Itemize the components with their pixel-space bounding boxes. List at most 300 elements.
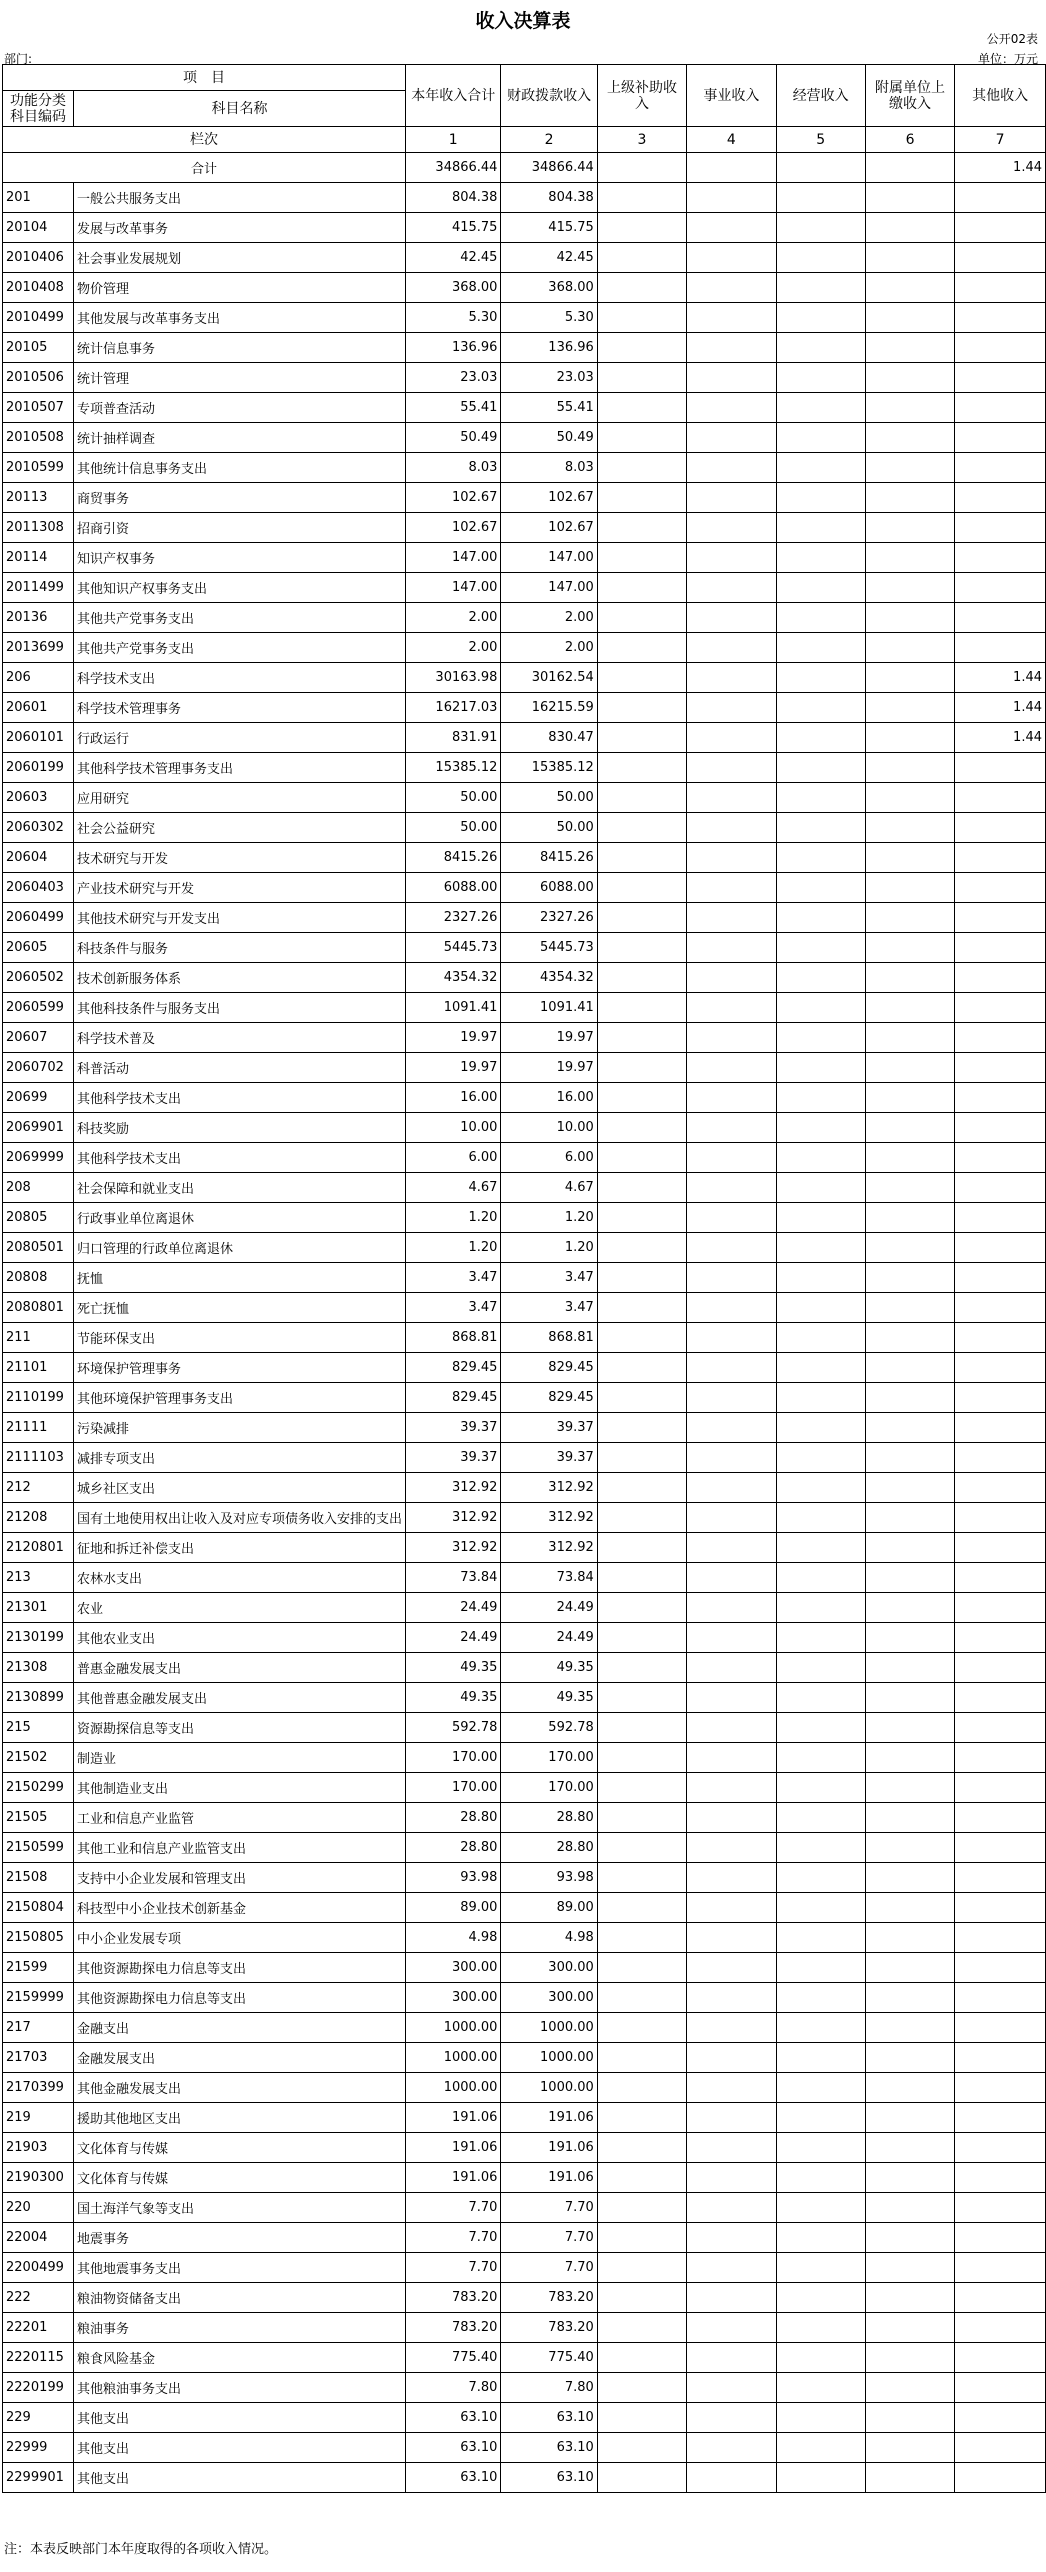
empty-cell (776, 2463, 865, 2493)
cell-total-income: 415.75 (405, 213, 500, 243)
cell-other-income (955, 1323, 1046, 1353)
empty-cell (776, 1083, 865, 1113)
empty-cell (776, 333, 865, 363)
cell-total-income: 831.91 (405, 723, 500, 753)
cell-other-income (955, 1503, 1046, 1533)
empty-cell (687, 2103, 776, 2133)
cell-code: 2130199 (3, 1623, 74, 1653)
cell-fiscal-income: 415.75 (501, 213, 597, 243)
cell-code: 20136 (3, 603, 74, 633)
cell-total-income: 170.00 (405, 1743, 500, 1773)
cell-total-income: 783.20 (405, 2313, 500, 2343)
cell-fiscal-income: 28.80 (501, 1833, 597, 1863)
empty-cell (776, 1533, 865, 1563)
cell-other-income (955, 1443, 1046, 1473)
empty-cell (865, 393, 954, 423)
cell-code: 21111 (3, 1413, 74, 1443)
cell-total-income: 312.92 (405, 1473, 500, 1503)
cell-code: 2013699 (3, 633, 74, 663)
total-income-total: 34866.44 (405, 153, 500, 183)
empty-cell (687, 1203, 776, 1233)
cell-total-income: 191.06 (405, 2133, 500, 2163)
cell-total-income: 2327.26 (405, 903, 500, 933)
empty-cell (776, 693, 865, 723)
empty-cell (687, 2193, 776, 2223)
empty-cell (776, 393, 865, 423)
cell-fiscal-income: 300.00 (501, 1983, 597, 2013)
empty-cell (597, 1083, 686, 1113)
cell-fiscal-income: 10.00 (501, 1113, 597, 1143)
empty-cell (687, 1773, 776, 1803)
empty-cell (776, 993, 865, 1023)
empty-cell (865, 783, 954, 813)
empty-cell (597, 2403, 686, 2433)
empty-cell (865, 1113, 954, 1143)
empty-cell (776, 1263, 865, 1293)
cell-code: 2200499 (3, 2253, 74, 2283)
empty-cell (687, 153, 776, 183)
empty-cell (776, 1113, 865, 1143)
cell-fiscal-income: 73.84 (501, 1563, 597, 1593)
cell-name: 其他发展与改革事务支出 (73, 303, 405, 333)
cell-name: 发展与改革事务 (73, 213, 405, 243)
cell-total-income: 829.45 (405, 1383, 500, 1413)
empty-cell (597, 1263, 686, 1293)
cell-total-income: 170.00 (405, 1773, 500, 1803)
cell-name: 科学技术普及 (73, 1023, 405, 1053)
empty-cell (865, 1953, 954, 1983)
cell-total-income: 16217.03 (405, 693, 500, 723)
cell-code: 2150805 (3, 1923, 74, 1953)
cell-code: 21301 (3, 1593, 74, 1623)
empty-cell (776, 2313, 865, 2343)
cell-other-income (955, 633, 1046, 663)
header-func-code: 功能分类科目编码 (3, 91, 74, 127)
empty-cell (687, 993, 776, 1023)
empty-cell (776, 1503, 865, 1533)
cell-total-income: 102.67 (405, 483, 500, 513)
table-row (3, 1893, 1046, 1923)
cell-name: 技术研究与开发 (73, 843, 405, 873)
cell-total-income: 19.97 (405, 1053, 500, 1083)
cell-code: 2110199 (3, 1383, 74, 1413)
empty-cell (597, 1713, 686, 1743)
table-row (3, 1503, 1046, 1533)
cell-fiscal-income: 16.00 (501, 1083, 597, 1113)
empty-cell (687, 1833, 776, 1863)
cell-fiscal-income: 312.92 (501, 1473, 597, 1503)
cell-total-income: 868.81 (405, 1323, 500, 1353)
empty-cell (687, 1743, 776, 1773)
cell-code: 20699 (3, 1083, 74, 1113)
cell-other-income (955, 453, 1046, 483)
empty-cell (687, 483, 776, 513)
empty-cell (776, 2283, 865, 2313)
empty-cell (597, 243, 686, 273)
table-row (3, 2223, 1046, 2253)
table-row (3, 1293, 1046, 1323)
empty-cell (597, 993, 686, 1023)
cell-total-income: 1000.00 (405, 2013, 500, 2043)
empty-cell (865, 513, 954, 543)
cell-fiscal-income: 50.49 (501, 423, 597, 453)
rank-number: 5 (776, 127, 865, 153)
empty-cell (776, 1383, 865, 1413)
empty-cell (597, 1443, 686, 1473)
cell-total-income: 24.49 (405, 1593, 500, 1623)
empty-cell (865, 1593, 954, 1623)
empty-cell (865, 273, 954, 303)
cell-name: 粮食风险基金 (73, 2343, 405, 2373)
table-row (3, 2283, 1046, 2313)
empty-cell (865, 903, 954, 933)
empty-cell (687, 213, 776, 243)
cell-other-income (955, 933, 1046, 963)
empty-cell (687, 1263, 776, 1293)
empty-cell (687, 1113, 776, 1143)
empty-cell (865, 453, 954, 483)
empty-cell (687, 1383, 776, 1413)
cell-other-income (955, 2013, 1046, 2043)
table-row (3, 1173, 1046, 1203)
cell-name: 统计信息事务 (73, 333, 405, 363)
empty-cell (776, 1713, 865, 1743)
cell-code: 21308 (3, 1653, 74, 1683)
table-row (3, 483, 1046, 513)
table-row (3, 633, 1046, 663)
empty-cell (687, 753, 776, 783)
cell-name: 其他科学技术管理事务支出 (73, 753, 405, 783)
cell-code: 2069999 (3, 1143, 74, 1173)
cell-fiscal-income: 2.00 (501, 633, 597, 663)
cell-fiscal-income: 50.00 (501, 813, 597, 843)
empty-cell (776, 603, 865, 633)
header-col-operation: 经营收入 (776, 65, 865, 127)
empty-cell (865, 1773, 954, 1803)
empty-cell (776, 453, 865, 483)
empty-cell (776, 543, 865, 573)
cell-name: 金融发展支出 (73, 2043, 405, 2073)
cell-fiscal-income: 1.20 (501, 1233, 597, 1263)
cell-name: 其他支出 (73, 2463, 405, 2493)
cell-other-income (955, 273, 1046, 303)
cell-fiscal-income: 191.06 (501, 2133, 597, 2163)
empty-cell (597, 693, 686, 723)
cell-fiscal-income: 300.00 (501, 1953, 597, 1983)
table-row (3, 363, 1046, 393)
empty-cell (865, 183, 954, 213)
table-row (3, 603, 1046, 633)
cell-code: 2111103 (3, 1443, 74, 1473)
cell-other-income (955, 513, 1046, 543)
cell-code: 20601 (3, 693, 74, 723)
cell-other-income (955, 1233, 1046, 1263)
cell-name: 一般公共服务支出 (73, 183, 405, 213)
table-row (3, 2133, 1046, 2163)
cell-name: 社会公益研究 (73, 813, 405, 843)
cell-total-income: 5.30 (405, 303, 500, 333)
table-row (3, 873, 1046, 903)
table-row (3, 2103, 1046, 2133)
cell-fiscal-income: 147.00 (501, 573, 597, 603)
table-row (3, 663, 1046, 693)
empty-cell (776, 423, 865, 453)
table-row (3, 1323, 1046, 1353)
cell-name: 知识产权事务 (73, 543, 405, 573)
empty-cell (865, 1503, 954, 1533)
cell-fiscal-income: 102.67 (501, 513, 597, 543)
cell-name: 死亡抚恤 (73, 1293, 405, 1323)
cell-name: 其他知识产权事务支出 (73, 573, 405, 603)
table-row (3, 1983, 1046, 2013)
cell-code: 20607 (3, 1023, 74, 1053)
cell-total-income: 7.70 (405, 2223, 500, 2253)
empty-cell (687, 1983, 776, 2013)
cell-fiscal-income: 4.67 (501, 1173, 597, 1203)
empty-cell (597, 2433, 686, 2463)
empty-cell (687, 2403, 776, 2433)
cell-total-income: 7.70 (405, 2253, 500, 2283)
cell-name: 其他技术研究与开发支出 (73, 903, 405, 933)
table-row (3, 2463, 1046, 2493)
empty-cell (865, 1653, 954, 1683)
empty-cell (776, 1743, 865, 1773)
empty-cell (597, 1353, 686, 1383)
empty-cell (776, 2163, 865, 2193)
cell-fiscal-income: 93.98 (501, 1863, 597, 1893)
empty-cell (776, 1833, 865, 1863)
cell-code: 211 (3, 1323, 74, 1353)
empty-cell (687, 2163, 776, 2193)
empty-cell (597, 2223, 686, 2253)
cell-code: 2069901 (3, 1113, 74, 1143)
empty-cell (687, 1023, 776, 1053)
cell-name: 社会事业发展规划 (73, 243, 405, 273)
empty-cell (776, 213, 865, 243)
empty-cell (776, 1023, 865, 1053)
empty-cell (776, 483, 865, 513)
cell-other-income (955, 783, 1046, 813)
cell-name: 污染减排 (73, 1413, 405, 1443)
empty-cell (597, 1593, 686, 1623)
cell-code: 219 (3, 2103, 74, 2133)
empty-cell (865, 693, 954, 723)
cell-code: 2060199 (3, 753, 74, 783)
empty-cell (687, 723, 776, 753)
cell-name: 社会保障和就业支出 (73, 1173, 405, 1203)
table-row (3, 1683, 1046, 1713)
empty-cell (687, 1683, 776, 1713)
empty-cell (776, 513, 865, 543)
empty-cell (687, 363, 776, 393)
cell-name: 金融支出 (73, 2013, 405, 2043)
cell-total-income: 63.10 (405, 2433, 500, 2463)
table-row (3, 393, 1046, 423)
empty-cell (597, 213, 686, 243)
empty-cell (687, 1653, 776, 1683)
empty-cell (597, 1653, 686, 1683)
cell-other-income (955, 1263, 1046, 1293)
cell-other-income (955, 873, 1046, 903)
cell-other-income (955, 2313, 1046, 2343)
empty-cell (687, 1593, 776, 1623)
cell-total-income: 4354.32 (405, 963, 500, 993)
table-row (3, 1263, 1046, 1293)
table-row (3, 1203, 1046, 1233)
empty-cell (776, 1893, 865, 1923)
empty-cell (865, 2223, 954, 2253)
unit-label: 单位：万元 (977, 52, 1038, 66)
cell-code: 2060599 (3, 993, 74, 1023)
cell-code: 2190300 (3, 2163, 74, 2193)
cell-code: 2130899 (3, 1683, 74, 1713)
rank-number: 6 (865, 127, 954, 153)
empty-cell (687, 1293, 776, 1323)
empty-cell (865, 633, 954, 663)
cell-fiscal-income: 55.41 (501, 393, 597, 423)
cell-other-income (955, 753, 1046, 783)
cell-total-income: 829.45 (405, 1353, 500, 1383)
empty-cell (865, 2193, 954, 2223)
empty-cell (687, 513, 776, 543)
cell-total-income: 42.45 (405, 243, 500, 273)
cell-fiscal-income: 4354.32 (501, 963, 597, 993)
cell-other-income (955, 843, 1046, 873)
cell-name: 粮油物资储备支出 (73, 2283, 405, 2313)
empty-cell (776, 1923, 865, 1953)
empty-cell (687, 2433, 776, 2463)
empty-cell (597, 963, 686, 993)
cell-total-income: 7.70 (405, 2193, 500, 2223)
cell-total-income: 8415.26 (405, 843, 500, 873)
cell-total-income: 39.37 (405, 1443, 500, 1473)
cell-fiscal-income: 3.47 (501, 1293, 597, 1323)
cell-total-income: 19.97 (405, 1023, 500, 1053)
empty-cell (865, 1443, 954, 1473)
cell-fiscal-income: 39.37 (501, 1413, 597, 1443)
empty-cell (776, 1053, 865, 1083)
empty-cell (597, 933, 686, 963)
empty-cell (865, 2313, 954, 2343)
table-row (3, 1023, 1046, 1053)
cell-fiscal-income: 42.45 (501, 243, 597, 273)
cell-total-income: 63.10 (405, 2463, 500, 2493)
cell-total-income: 2.00 (405, 603, 500, 633)
cell-total-income: 783.20 (405, 2283, 500, 2313)
cell-other-income (955, 1653, 1046, 1683)
cell-name: 地震事务 (73, 2223, 405, 2253)
empty-cell (687, 273, 776, 303)
cell-name: 国土海洋气象等支出 (73, 2193, 405, 2223)
cell-total-income: 50.00 (405, 813, 500, 843)
cell-other-income (955, 1473, 1046, 1503)
empty-cell (597, 1143, 686, 1173)
cell-total-income: 5445.73 (405, 933, 500, 963)
empty-cell (687, 783, 776, 813)
empty-cell (776, 2013, 865, 2043)
table-row (3, 2043, 1046, 2073)
cell-fiscal-income: 368.00 (501, 273, 597, 303)
empty-cell (865, 423, 954, 453)
cell-fiscal-income: 5.30 (501, 303, 597, 333)
cell-other-income: 1.44 (955, 693, 1046, 723)
cell-fiscal-income: 3.47 (501, 1263, 597, 1293)
cell-other-income (955, 2403, 1046, 2433)
cell-other-income (955, 1833, 1046, 1863)
cell-name: 科技型中小企业技术创新基金 (73, 1893, 405, 1923)
empty-cell (865, 1563, 954, 1593)
empty-cell (776, 753, 865, 783)
cell-other-income (955, 483, 1046, 513)
cell-name: 文化体育与传媒 (73, 2133, 405, 2163)
empty-cell (865, 543, 954, 573)
empty-cell (776, 183, 865, 213)
empty-cell (597, 2253, 686, 2283)
empty-cell (597, 393, 686, 423)
cell-total-income: 16.00 (405, 1083, 500, 1113)
table-row (3, 1443, 1046, 1473)
empty-cell (776, 1653, 865, 1683)
empty-cell (687, 633, 776, 663)
empty-cell (597, 513, 686, 543)
cell-total-income: 8.03 (405, 453, 500, 483)
cell-code: 21508 (3, 1863, 74, 1893)
cell-name: 支持中小企业发展和管理支出 (73, 1863, 405, 1893)
cell-name: 其他粮油事务支出 (73, 2373, 405, 2403)
empty-cell (687, 2013, 776, 2043)
empty-cell (865, 2013, 954, 2043)
header-col-affiliated: 附属单位上缴收入 (865, 65, 954, 127)
table-row (3, 2073, 1046, 2103)
cell-code: 2060101 (3, 723, 74, 753)
rank-number: 2 (501, 127, 597, 153)
cell-fiscal-income: 1000.00 (501, 2043, 597, 2073)
cell-other-income (955, 543, 1046, 573)
table-row (3, 2403, 1046, 2433)
cell-code: 2080801 (3, 1293, 74, 1323)
cell-name: 城乡社区支出 (73, 1473, 405, 1503)
empty-cell (865, 1893, 954, 1923)
cell-fiscal-income: 1000.00 (501, 2073, 597, 2103)
empty-cell (687, 1083, 776, 1113)
cell-other-income (955, 2133, 1046, 2163)
empty-cell (597, 453, 686, 483)
cell-total-income: 191.06 (405, 2103, 500, 2133)
empty-cell (865, 2163, 954, 2193)
empty-cell (597, 873, 686, 903)
cell-other-income (955, 573, 1046, 603)
empty-cell (776, 1353, 865, 1383)
cell-total-income: 28.80 (405, 1803, 500, 1833)
empty-cell (865, 1473, 954, 1503)
empty-cell (597, 573, 686, 603)
cell-fiscal-income: 783.20 (501, 2283, 597, 2313)
empty-cell (776, 1473, 865, 1503)
empty-cell (865, 1863, 954, 1893)
empty-cell (687, 813, 776, 843)
cell-name: 粮油事务 (73, 2313, 405, 2343)
empty-cell (687, 2253, 776, 2283)
cell-other-income (955, 2253, 1046, 2283)
cell-other-income (955, 1863, 1046, 1893)
cell-fiscal-income: 28.80 (501, 1803, 597, 1833)
empty-cell (776, 2343, 865, 2373)
cell-name: 农业 (73, 1593, 405, 1623)
empty-cell (865, 1383, 954, 1413)
cell-total-income: 102.67 (405, 513, 500, 543)
cell-name: 抚恤 (73, 1263, 405, 1293)
cell-fiscal-income: 24.49 (501, 1593, 597, 1623)
